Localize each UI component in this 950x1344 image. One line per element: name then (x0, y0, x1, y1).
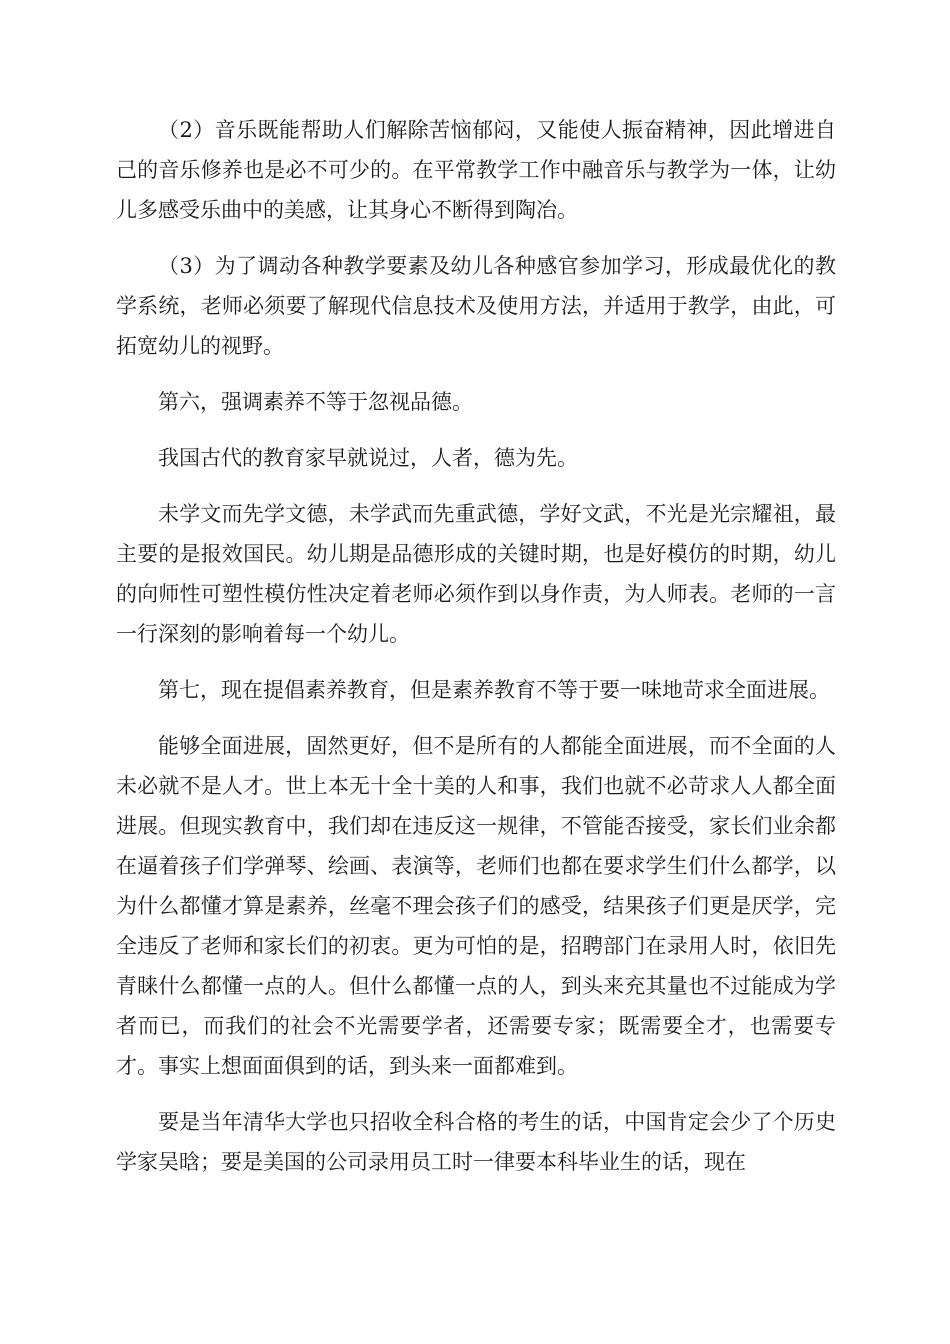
paragraph-virtue: 未学文而先学文德，未学武而先重武德，学好文武，不光是光宗耀祖，最主要的是报效国民。幼儿期是品德形成的关键时期，也是好模仿的时期，幼儿的向师性可塑性模仿性决定着老师必须作到以身作责，为人师表。老师的一言一行深刻的影响着每一个幼儿。 (116, 502, 836, 646)
paragraph-music: （2）音乐既能帮助人们解除苦恼郁闷，又能使人振奋精神，因此增进自己的音乐修养也是必不可少的。在平常教学工作中融音乐与教学为一体，让幼儿多感受乐曲中的美感，让其身心不断得到陶冶。 (116, 118, 836, 222)
paragraph-ancient-educators: 我国古代的教育家早就说过，人者，德为先。 (158, 446, 578, 470)
paragraph-technology: （3）为了调动各种教学要素及幼儿各种感官参加学习，形成最优化的教学系统，老师必须要了解现代信息技术及使用方法，并适用于教学，由此，可拓宽幼儿的视野。 (116, 254, 836, 358)
document-body (116, 110, 836, 1198)
paragraph-tsinghua-example: 要是当年清华大学也只招收全科合格的考生的话，中国肯定会少了个历史学家吴晗；要是美国的公司录用员工时一律要本科毕业生的话，现在 (116, 1110, 836, 1174)
paragraph-all-round-development: 能够全面进展，固然更好，但不是所有的人都能全面进展，而不全面的人未必就不是人才。世上本无十全十美的人和事，我们也就不必苛求人人都全面进展。但现实教育中，我们却在违反这一规律，不管能否接受，家长们业余都在逼着孩子们学弹琴、绘画、表演等，老师们也都在要求学生们什么都学，以为什么都懂才算是素养，丝毫不理会孩子们的感受，结果孩子们更是厌学，完全违反了老师和家长们的初衷。更为可怕的是，招聘部门在录用人时，依旧先青睐什么都懂一点的人。但什么都懂一点的人，到头来充其量也不过能成为学者而已，而我们的社会不光需要学者，还需要专家；既需要全才，也需要专才。事实上想面面俱到的话，到头来一面都难到。 (116, 734, 836, 1078)
paragraph-sixth-point: 第六，强调素养不等于忽视品德。 (158, 390, 473, 414)
paragraph-seventh-point: 第七，现在提倡素养教育，但是素养教育不等于要一味地苛求全面进展。 (158, 678, 830, 702)
